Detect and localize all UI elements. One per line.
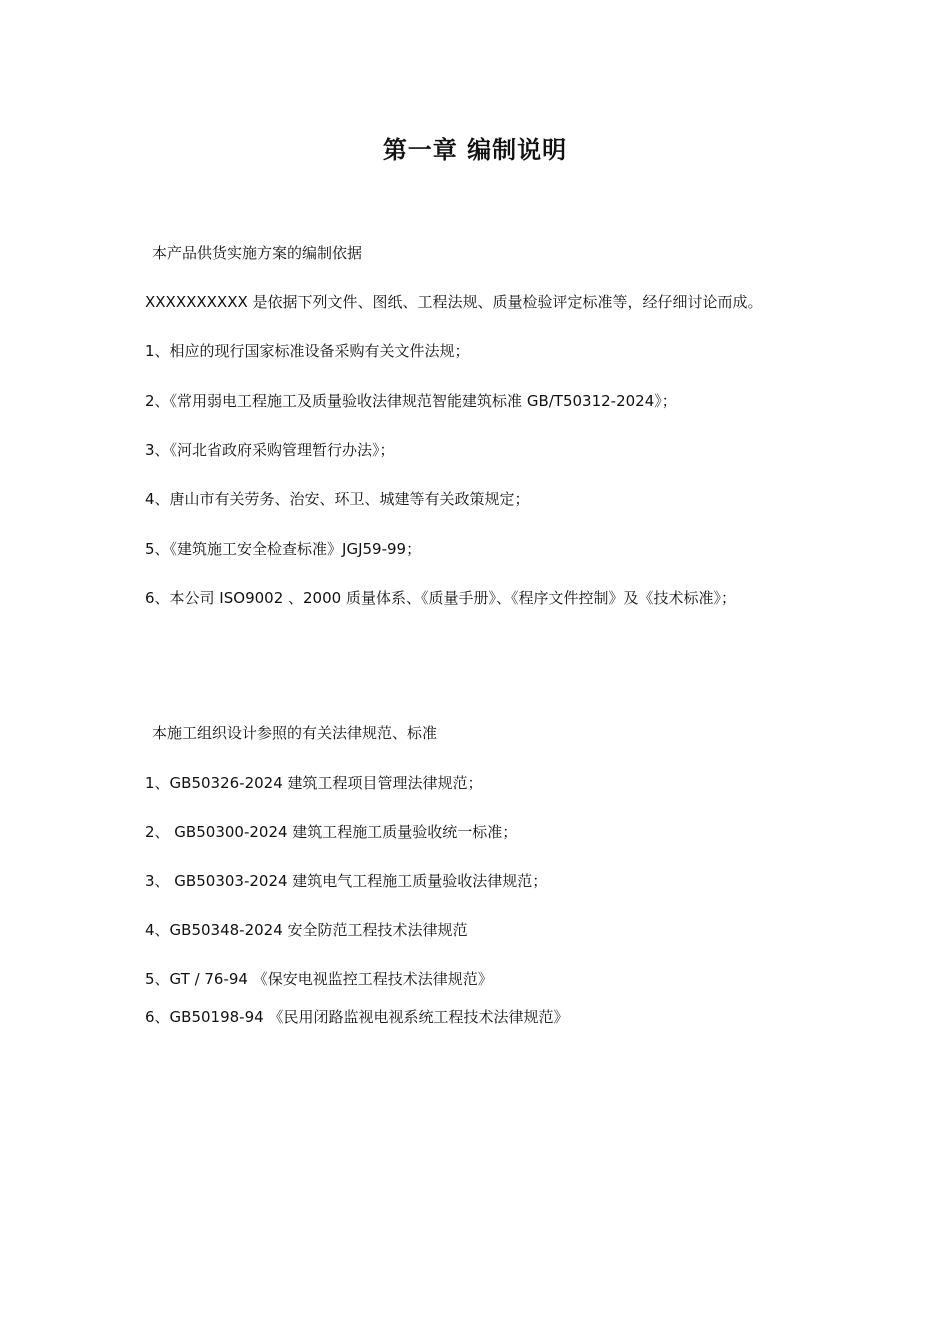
section2-item-3: 3、 GB50303-2024 建筑电气工程施工质量验收法律规范； <box>145 872 548 890</box>
section2-heading: 本施工组织设计参照的有关法律规范、标准 <box>152 724 438 742</box>
section1-intro: XXXXXXXXXX 是依据下列文件、图纸、工程法规、质量检验评定标准等，经仔细讨论而成。 <box>145 293 763 311</box>
section1-item-6: 6、本公司 ISO9002 、2000 质量体系、《质量手册》、《程序文件控制》及《技术标准》； <box>145 589 736 607</box>
section1-item-4: 4、唐山市有关劳务、治安、环卫、城建等有关政策规定； <box>145 490 530 508</box>
section1-item-1: 1、相应的现行国家标准设备采购有关文件法规； <box>145 342 470 360</box>
section1-item-3: 3、《河北省政府采购管理暂行办法》； <box>145 441 395 459</box>
section1-item-5: 5、《建筑施工安全检查标准》JGJ59-99； <box>145 540 422 558</box>
section2-item-1: 1、GB50326-2024 建筑工程项目管理法律规范； <box>145 774 483 792</box>
section2-item-2: 2、 GB50300-2024 建筑工程施工质量验收统一标准； <box>145 823 518 841</box>
section2-item-6: 6、GB50198-94 《民用闭路监视电视系统工程技术法律规范》 <box>145 1008 569 1026</box>
section2-item-4: 4、GB50348-2024 安全防范工程技术法律规范 <box>145 921 468 939</box>
section2-item-5: 5、GT / 76-94 《保安电视监控工程技术法律规范》 <box>145 970 493 988</box>
section1-item-2: 2、《常用弱电工程施工及质量验收法律规范智能建筑标准 GB/T50312-2024》； <box>145 392 677 410</box>
page-title: 第一章 编制说明 <box>382 136 568 164</box>
section1-heading: 本产品供货实施方案的编制依据 <box>152 244 363 262</box>
